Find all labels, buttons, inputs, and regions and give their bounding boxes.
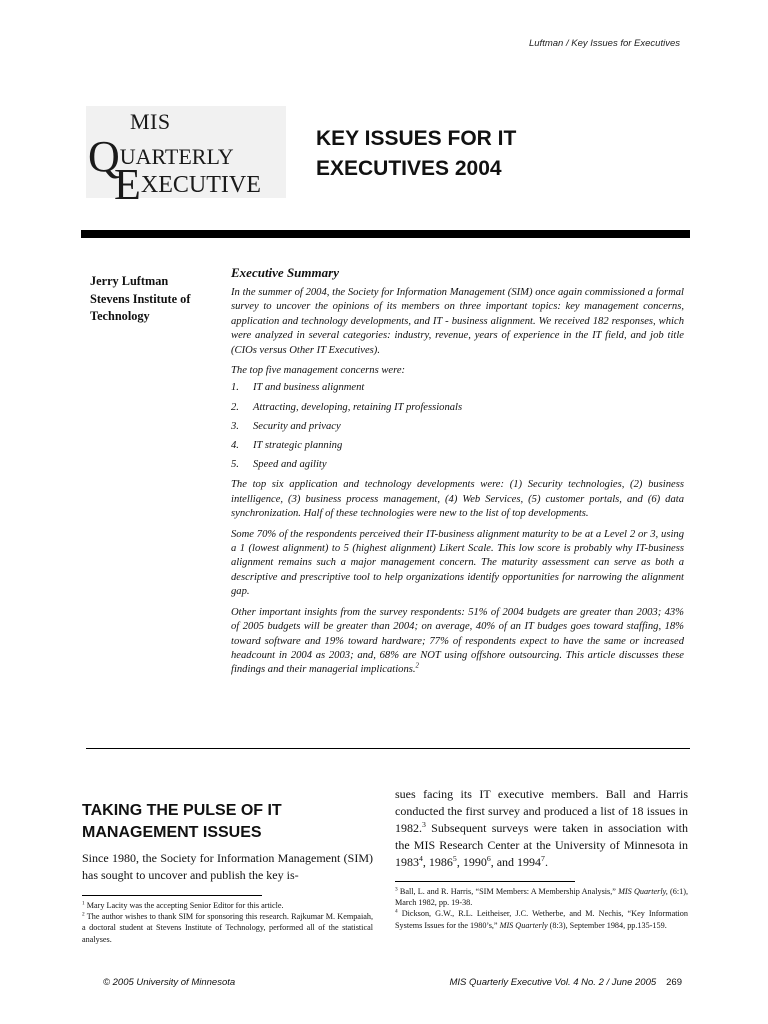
footnote-4: $^4$ Dickson, G.W., R.L. Leitheiser, J.C. Wetherbe, and M. Nechis, “Key Information Systems Issues for the 1980’s,” MIS Quarterly (8:3), September 1984, pp.135-159. xyxy=(395,908,688,930)
article-title xyxy=(316,124,516,184)
body-text-left: Since 1980, the Society for Information Management (SIM) has sought to uncover and publish the key is- xyxy=(82,851,373,882)
summary-heading: Executive Summary xyxy=(231,265,339,280)
left-column xyxy=(82,800,373,884)
footnote-rule xyxy=(395,881,575,882)
running-head: Luftman / Key Issues for Executives xyxy=(528,38,680,49)
author-block xyxy=(90,273,190,326)
page-number: 269 xyxy=(666,977,682,988)
footnote-1: $^1$ Mary Lacity was the accepting Senior Editor for this article. xyxy=(82,900,284,910)
section-heading: TAKING THE PULSE OF IT MANAGEMENT ISSUES xyxy=(82,802,282,841)
summary-paragraph-1: In the summer of 2004, the Society for Information Management (SIM) once again commissioned a formal survey to uncover the opinions of its members on three important topics: key management concerns, application and technology developments, and IT - business alignment. We received 182 responses, which were analyzed in several categories: industry, revenue, years of experience in the IT field, and job title (CIOs versus Other IT Executives). xyxy=(231,287,684,356)
body-text-right: sues facing its IT executive members. Ball and Harris conducted the first survey and produced a list of 18 issues in 1982.$^3$ Subsequent surveys were taken in association with the MIS Research Center at the University of Minnesota in 1983$^4$, 1986$^5$, 1990$^6$, and 1994$^7$. xyxy=(395,787,688,869)
list-item: 2. Attracting, developing, retaining IT professionals xyxy=(231,401,463,413)
footnotes-left xyxy=(82,895,373,945)
list-item: 5. Speed and agility xyxy=(231,459,327,471)
title-divider xyxy=(81,230,690,238)
footnotes-right xyxy=(395,881,688,931)
concerns-list xyxy=(231,378,684,474)
author-affiliation-1: Stevens Institute of xyxy=(90,291,191,306)
list-item: 4. IT strategic planning xyxy=(231,440,343,452)
logo-line-executive: EXECUTIVE xyxy=(114,160,261,209)
concerns-intro: The top five management concerns were: xyxy=(231,365,406,377)
logo-line-quarterly: QUARTERLY xyxy=(88,132,234,181)
summary-paragraph-4: Other important insights from the survey respondents: 51% of 2004 budgets are greater than 2003; 43% of 2005 budgets will be greater than 2004; on average, 40% of an IT budges goes toward staffing, 18% toward software and 19% toward hardware; 77% of respondents expect to have the same or increased headcount in 2004 as 2003; and, 68% are NOT using offshore outsourcing. This article discusses these findings and their managerial implications.$^2$ xyxy=(231,606,684,676)
footnote-2: $^2$ The author wishes to thank SIM for sponsoring this research. Rajkumar M. Kempaiah, a doctoral student at Stevens Institute of Technology, performed all of the statistical analyses. xyxy=(82,911,373,944)
author-name: Jerry Luftman xyxy=(90,274,169,288)
author-affiliation-2: Technology xyxy=(90,309,150,323)
footnote-ref-2: 2 xyxy=(415,662,419,670)
summary-divider xyxy=(86,748,690,749)
footnote-rule xyxy=(82,895,262,896)
title-line-2: EXECUTIVES 2004 xyxy=(316,157,502,180)
summary-paragraph-3: Some 70% of the respondents perceived their IT-business alignment maturity to be at a Level 2 or 3, using a 1 (lowest alignment) to 5 (highest alignment) Likert Scale. This low score is probably why IT-business alignment remains such a major management concern. The maturity assessment can serve as both a descriptive and prescriptive tool to help organizations identify opportunities for narrowing the alignment gap. xyxy=(231,528,684,598)
footer-copyright: © 2005 University of Minnesota xyxy=(103,977,236,988)
list-item: 1. IT and business alignment xyxy=(231,382,365,394)
list-item: 3. Security and privacy xyxy=(231,420,341,432)
journal-logo xyxy=(86,106,286,209)
summary-paragraph-2: The top six application and technology developments were: (1) Security technologies, (2) business intelligence, (3) business process management, (4) Web Services, (5) customer portals, and (6) data synchronization. Half of these technologies were new to the list of top developments. xyxy=(231,479,684,520)
title-line-1: KEY ISSUES FOR IT xyxy=(316,127,517,150)
right-column xyxy=(395,786,688,871)
executive-summary xyxy=(231,265,684,684)
footer-citation: MIS Quarterly Executive Vol. 4 No. 2 / June 2005 269 xyxy=(449,977,682,988)
footnote-3: $^3$ Ball, L. and R. Harris, “SIM Members: A Membership Analysis,” MIS Quarterly, (6:1), March 1982, pp. 19-38. xyxy=(395,886,689,908)
logo-line-mis: MIS xyxy=(130,109,171,134)
